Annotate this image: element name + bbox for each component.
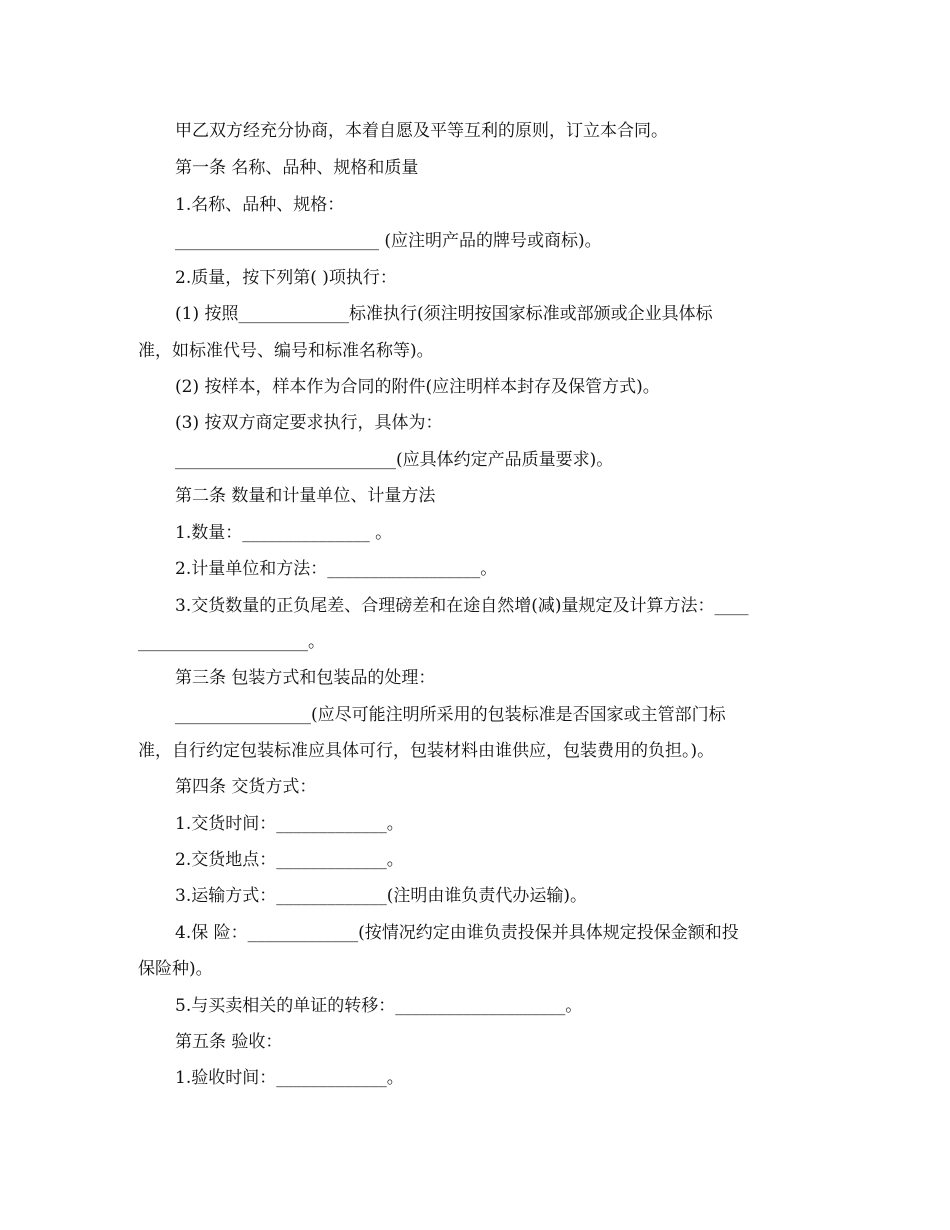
clause-1-2-1-cont: 准，如标准代号、编号和标准名称等)。 (138, 341, 434, 361)
clause-2-2: 2.计量单位和方法：__________________。 (175, 559, 498, 579)
clause-1-2: 2.质量，按下列第( )项执行： (175, 268, 397, 288)
clause-2-1: 1.数量：_______________ 。 (175, 523, 393, 543)
clause-1-1-blank: ________________________ (应注明产品的牌号或商标)。 (175, 231, 602, 251)
clause-2-3: 3.交货数量的正负尾差、合理磅差和在途自然增(减)量规定及计算方法：____ (175, 596, 749, 616)
article-4-heading: 第四条 交货方式： (175, 777, 317, 797)
article-3-heading: 第三条 包装方式和包装品的处理： (175, 668, 436, 688)
clause-1-2-1: (1) 按照_____________标准执行(须注明按国家标准或部颁或企业具体标 (175, 304, 713, 324)
clause-1-1: 1.名称、品种、规格： (175, 195, 345, 215)
clause-4-4: 4.保 险：_____________(按情况约定由谁负责投保并具体规定投保金额和投 (175, 923, 739, 943)
article-2-heading: 第二条 数量和计量单位、计量方法 (175, 486, 436, 506)
article-5-heading: 第五条 验收： (175, 1032, 283, 1052)
clause-1-2-3-blank: __________________________(应具体约定产品质量要求)。 (175, 450, 614, 470)
clause-3-cont: 准，自行约定包装标准应具体可行，包装材料由谁供应，包装费用的负担。)。 (138, 741, 715, 761)
clause-1-2-3: (3) 按双方商定要求执行，具体为： (175, 413, 443, 433)
clause-4-1: 1.交货时间：_____________。 (175, 814, 404, 834)
clause-3-blank: ________________(应尽可能注明所采用的包装标准是否国家或主管部门标 (175, 705, 726, 725)
clause-4-5: 5.与买卖相关的单证的转移：____________________。 (175, 996, 583, 1016)
clause-4-2: 2.交货地点：_____________。 (175, 850, 404, 870)
clause-1-2-2: (2) 按样本，样本作为合同的附件(应注明样本封存及保管方式)。 (175, 377, 660, 397)
clause-4-4-cont: 保险种)。 (138, 959, 213, 979)
paragraph-preamble: 甲乙双方经充分协商，本着自愿及平等互利的原则，订立本合同。 (175, 121, 668, 141)
clause-5-1: 1.验收时间：_____________。 (175, 1068, 404, 1088)
clause-4-3: 3.运输方式：_____________(注明由谁负责代办运输)。 (175, 886, 587, 906)
article-1-heading: 第一条 名称、品种、规格和质量 (175, 158, 419, 178)
clause-2-3-cont: ____________________。 (138, 632, 325, 652)
